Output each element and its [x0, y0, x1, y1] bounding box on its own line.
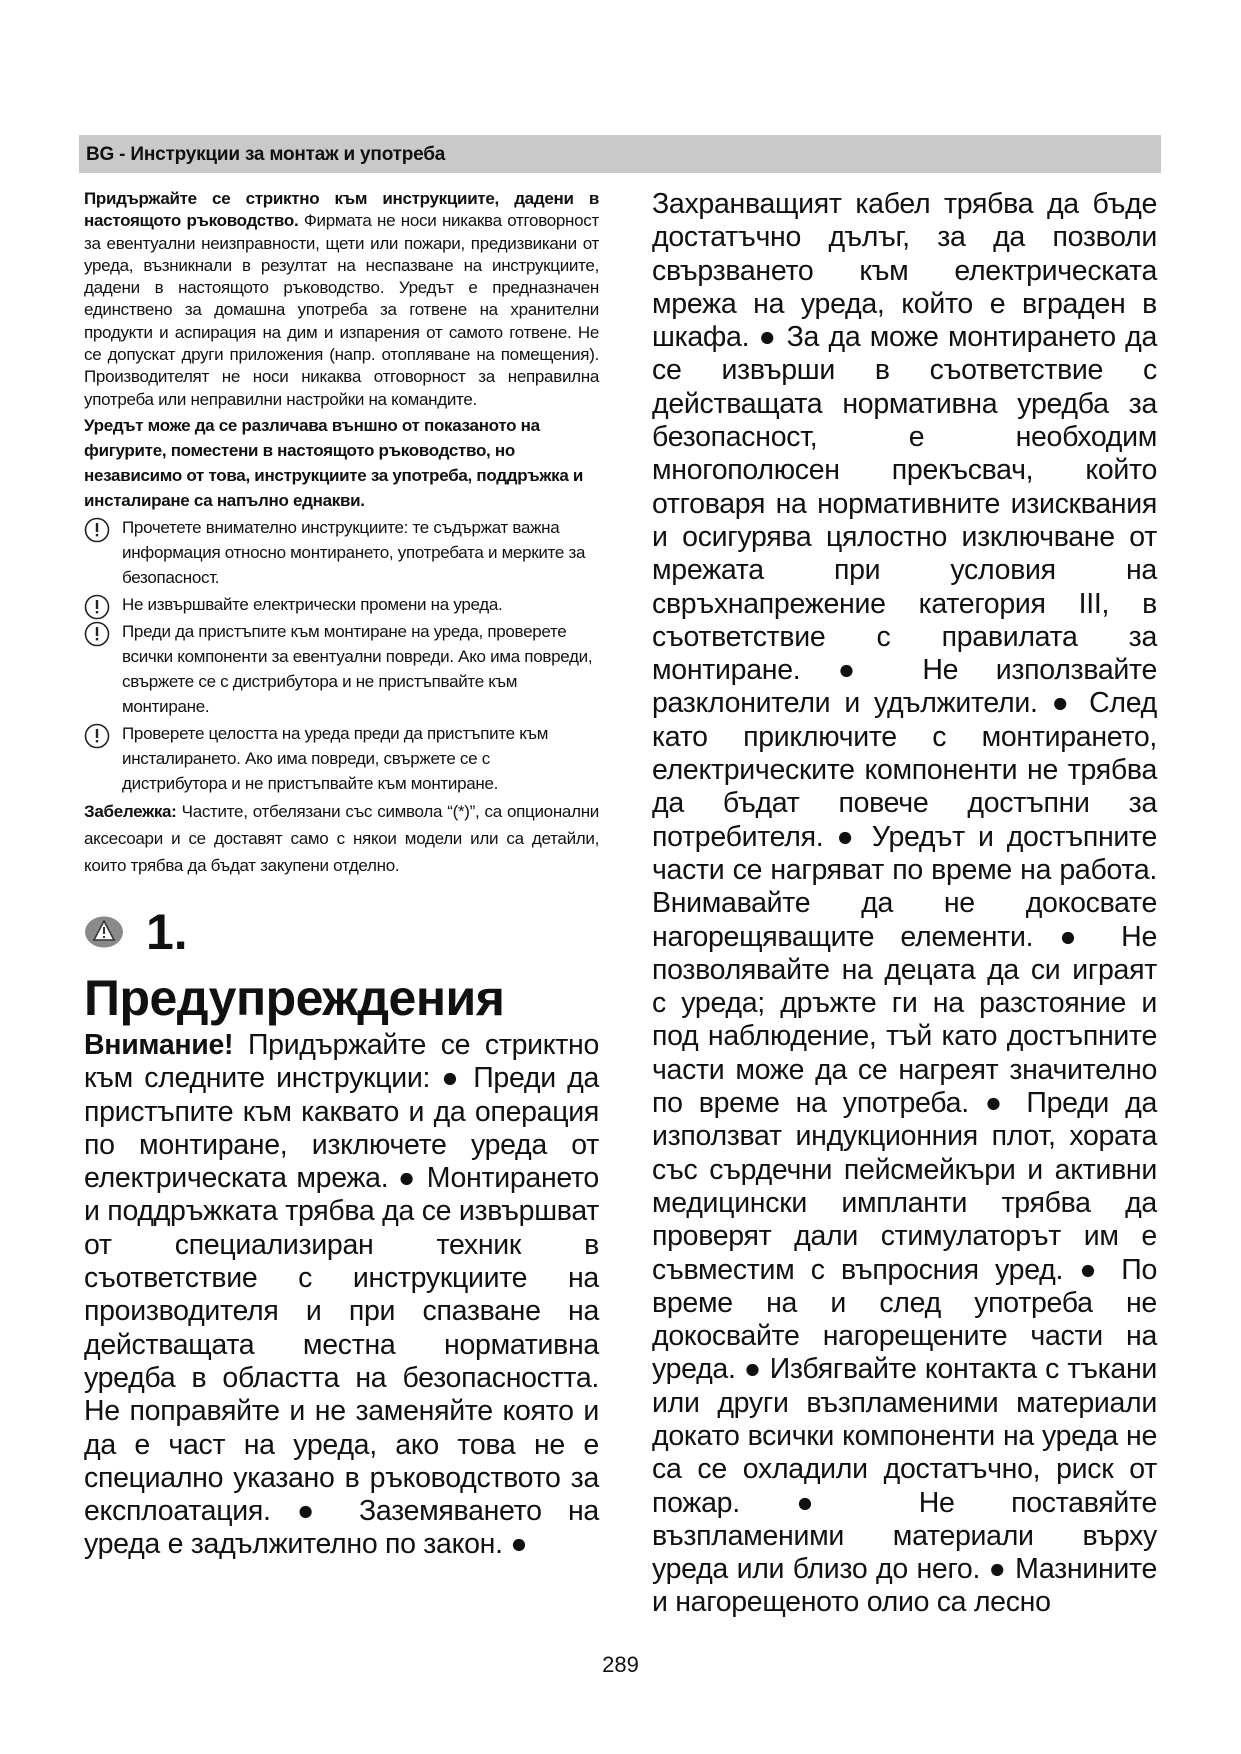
appearance-note: Уредът може да се различава външно от показаното на фигурите, поместени в настоящото ръководство, но независимо от това, инструкциите за употреба, поддръжка и инсталиране са напълно еднакви. [84, 415, 584, 510]
notice-item [84, 592, 599, 617]
warning-triangle-icon [84, 915, 124, 949]
exclamation-circle-icon [84, 621, 110, 647]
attention-label: Внимание! [84, 1028, 234, 1061]
exclamation-circle-icon [84, 517, 110, 543]
warnings-continued: Захранващият кабел трябва да бъде достатъчно дълъг, за да позволи свързването към електрическата мрежа на уреда, който е вграден в шкафа. ● За да може монтирането да се извърши в съответствие с действащата нормативна уредба за безопасност, е необходим многополюсен прекъсвач, който отговаря на нормативните изисквания и осигурява цялостно изключване от мрежата при условия на свръхнапрежение категория III, в съответствие с правилата за монтиране. ● Не използвайте разклонители и удължители. ● След като приключите с монтирането, електрическите компоненти не трябва да бъдат повече достъпни за потребителя. ● Уредът и достъпните части се нагряват по време на работа. Внимавайте да не докосвате нагорещяващите елементи. ● Не позволявайте на децата да си играят с уреда; дръжте ги на разстояние и под наблюдение, тъй като достъпните части може да се нагреят значително по време на употреба. ● Преди да използват индукционния плот, хората със сърдечни пейсмейкъри и активни медицински импланти трябва да проверят дали стимулаторът им е съвместим с въпросния уред. ● По време на и след употреба не докосвайте нагорещените части на уреда. ● Избягвайте контакта с тъкани или други възпламеними материали докато всички компоненти на уреда не са се охладили достатъчно, риск от пожар. ● Не поставяйте възпламеними материали върху уреда или близо до него. ● Мазнините и нагорещеното олио са лесно [652, 188, 1157, 1619]
intro-bold: Придържайте се стриктно към инструкциите, дадени в настоящото ръководство. [84, 189, 599, 231]
notice-text: Преди да пристъпите към монтиране на уреда, проверете всички компоненти за евентуални повреди. Ако има повреди, свържете се с дистрибутора и не пристъпвайте към монтиране. [122, 621, 593, 716]
attention-text: Придържайте се стриктно към следните инструкции: ● Преди да пристъпите към каквато и да операция по монтиране, изключете уреда от електрическата мрежа. ● Монтирането и поддръжката трябва да се извършват от специализиран техник в съответствие с инструкциите на производителя и при спазване на действащата местна нормативна уредба в областта на безопасността. Не поправяйте и не заменяйте която и да е част на уреда, ако това не е специално указано в ръководството за експлоатация. ● Заземяването на уреда е задължително по закон. ● [84, 1028, 599, 1561]
notice-item [84, 619, 599, 719]
warnings-paragraph [84, 1029, 599, 1562]
intro-paragraph [84, 188, 599, 411]
right-column [652, 188, 1157, 1620]
section-heading [84, 905, 599, 963]
note-label: Забележка: [84, 801, 177, 821]
section-number: 1. [146, 903, 188, 960]
exclamation-circle-icon [84, 594, 110, 620]
notice-item [84, 721, 599, 796]
notice-item [84, 515, 599, 590]
page-number: 289 [602, 1652, 639, 1677]
section-title: Предупреждения [84, 969, 505, 1026]
notice-text: Проверете целостта на уреда преди да пристъпите към инсталирането. Ако има повреди, свържете се с дистрибутора и не пристъпвайте към монтиране. [122, 723, 549, 793]
exclamation-circle-icon [84, 723, 110, 749]
notice-text: Не извършвайте електрически промени на уреда. [122, 594, 503, 614]
header-title: BG - Инструкции за монтаж и употреба [86, 144, 446, 165]
note-text: Частите, отбелязани със символа “(*)”, са опционални аксесоари и се доставят само с някои модели или са детайли, които трябва да бъдат закупени отделно. [84, 801, 599, 875]
left-column [84, 188, 599, 1562]
header-bar [79, 135, 1161, 173]
intro-text: Фирмата не носи никаква отговорност за евентуални неизправности, щети или пожари, предизвикани от уреда, възникнали в резултат на неспазване на инструкциите, дадени в настоящото ръководство. Уредът е предназначен единствено за домашна употреба за готвене на хранителни продукти и аспирация на дим и изпарения от самото готвене. Не се допускат други приложения (напр. отопляване на помещения). Производителят не носи никаква отговорност за неправилна употреба или неправилни настройки на командите. [84, 211, 599, 409]
notice-text: Прочетете внимателно инструкциите: те съдържат важна информация относно монтирането, употребата и мерките за безопасност. [122, 517, 586, 587]
accessory-note [84, 798, 599, 879]
